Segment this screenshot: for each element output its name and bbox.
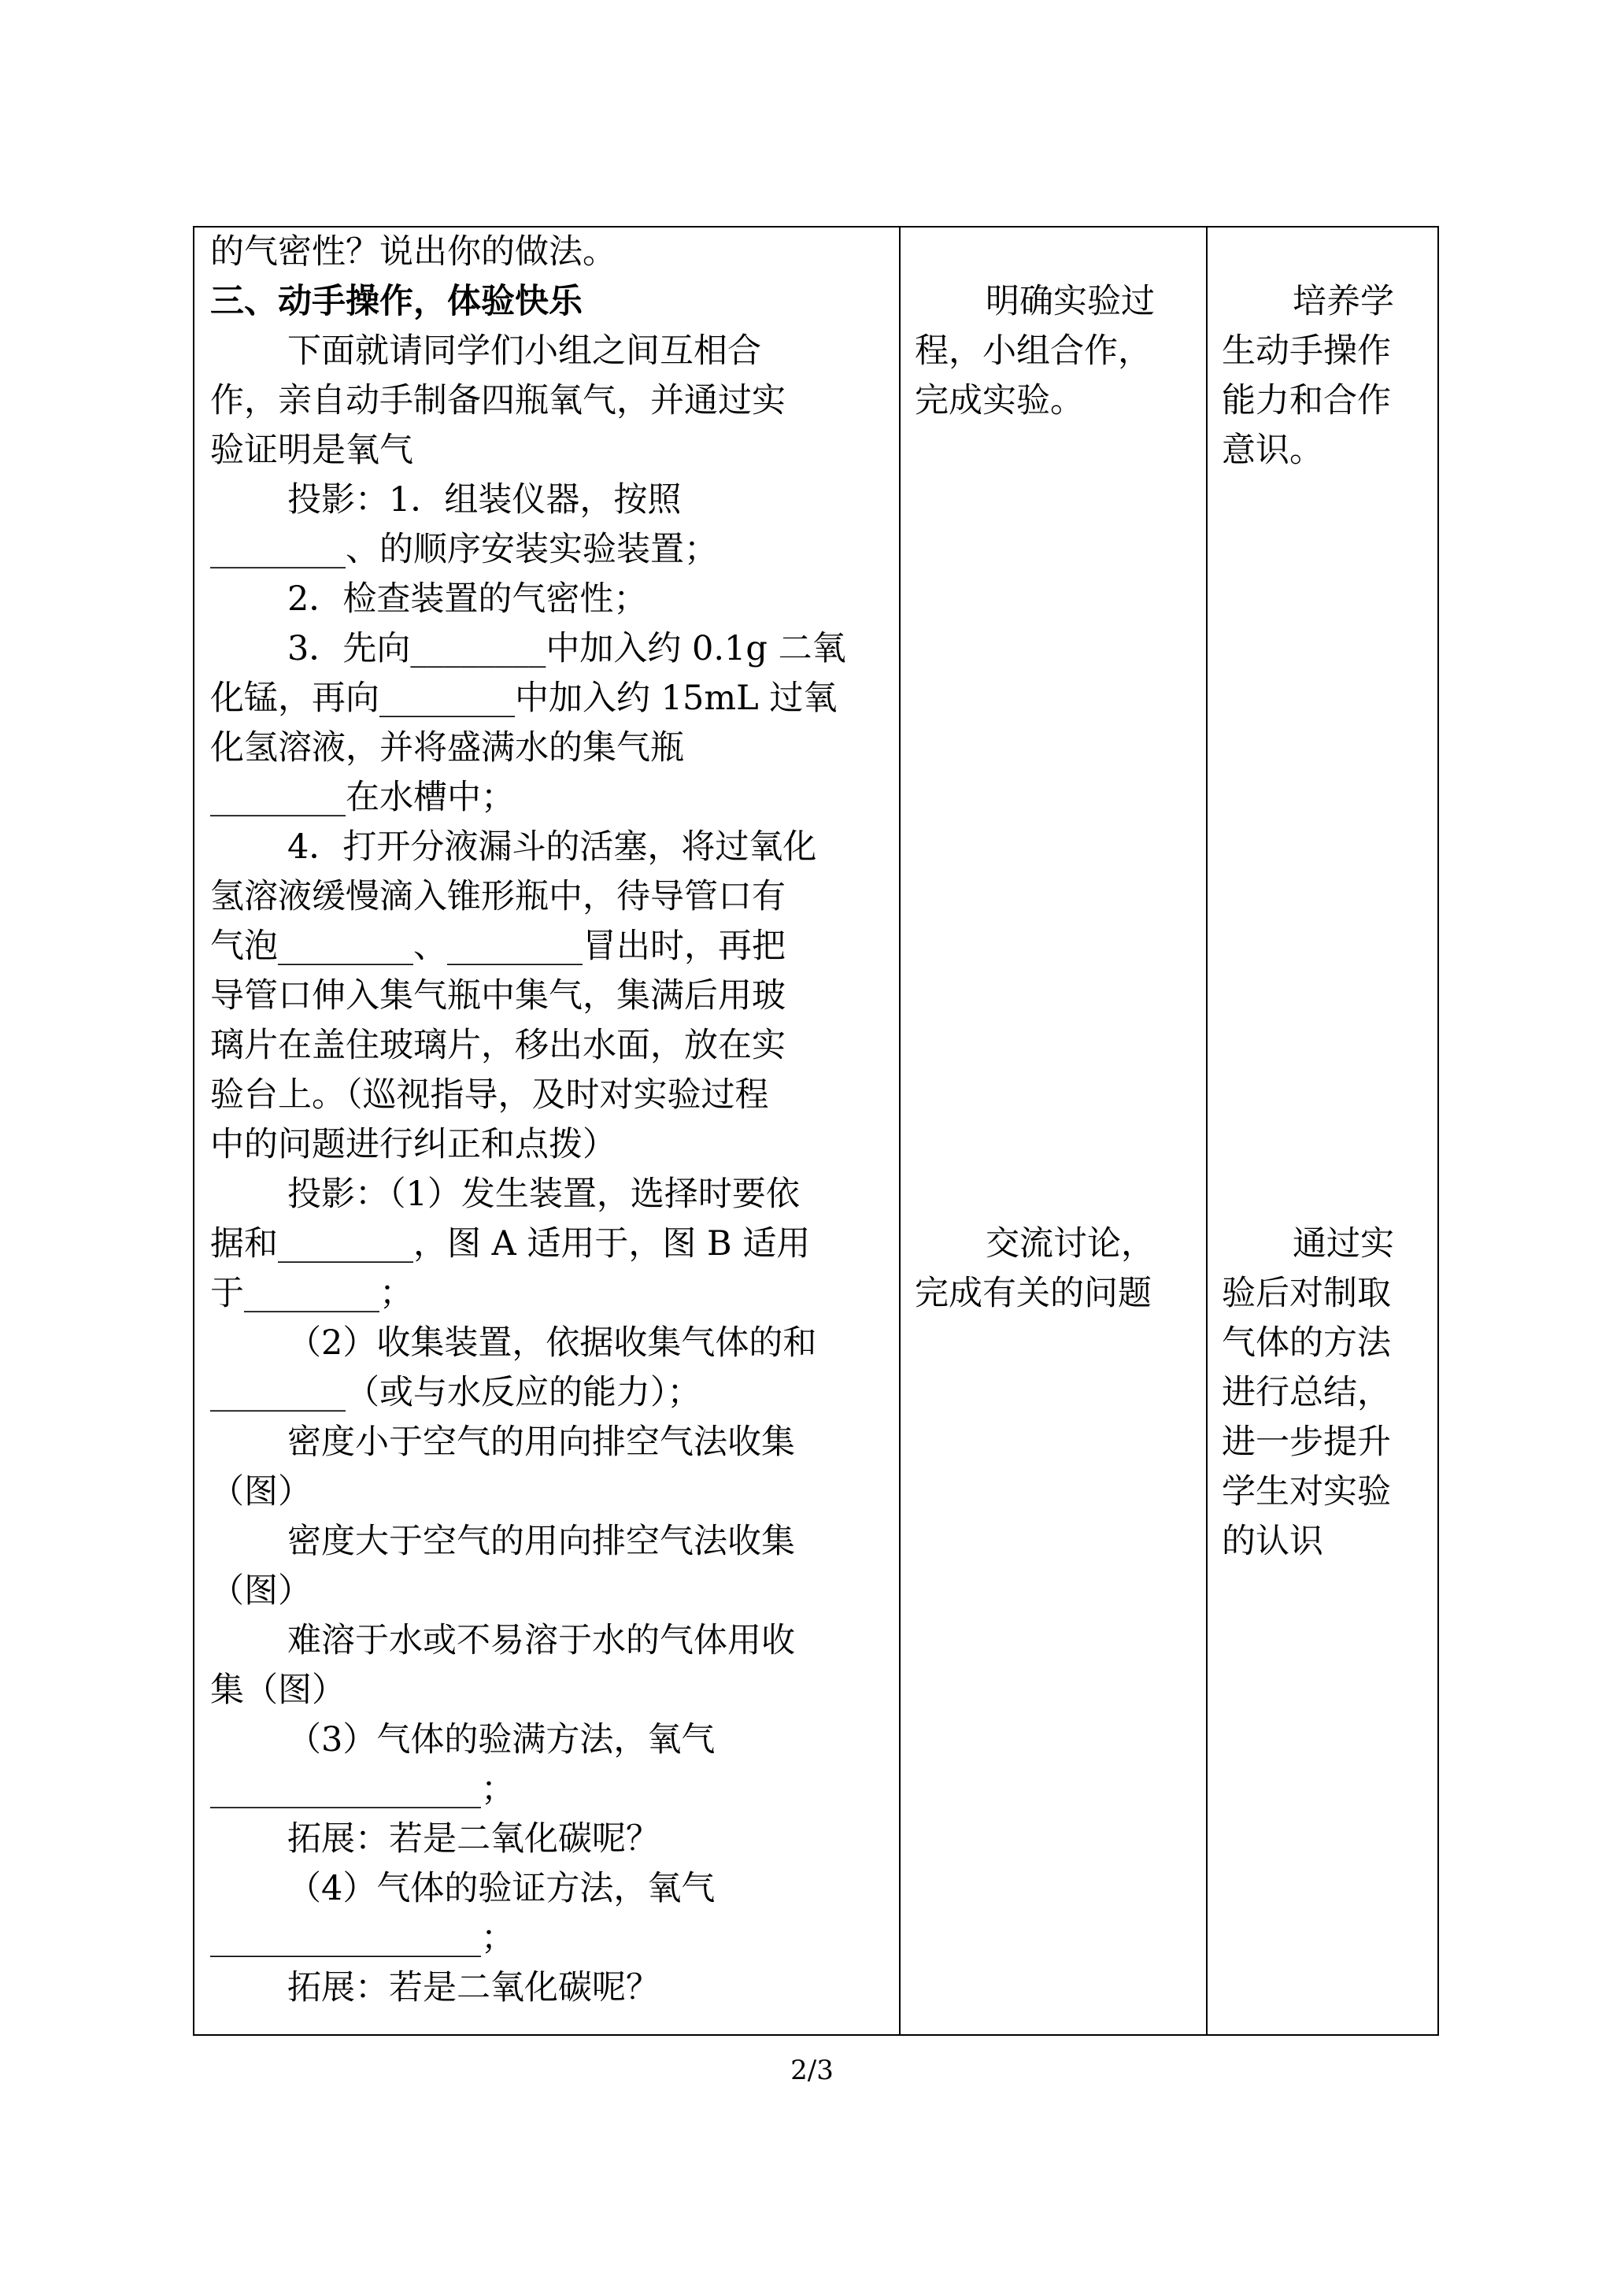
text-line: 4．打开分液漏斗的活塞，将过氧化	[287, 827, 817, 867]
text-line: 意识。	[1222, 431, 1323, 470]
text-line: 验台上。（巡视指导，及时对实验过程	[210, 1075, 769, 1115]
text-line: ________在水槽中；	[210, 778, 515, 817]
text-line: 据和________，图 A 适用于，图 B 适用	[210, 1224, 811, 1264]
text-line: ________（或与水反应的能力）；	[210, 1373, 701, 1412]
text-line: 培养学	[1293, 282, 1394, 321]
text-line: 作，亲自动手制备四瓶氧气，并通过实	[210, 381, 786, 420]
text-line: （图）	[210, 1472, 312, 1511]
teacher-activity-column	[210, 228, 887, 2013]
text-line: 的气密性？说出你的做法。	[210, 232, 616, 272]
text-line: ________________；	[210, 1918, 515, 1958]
text-line: 验证明是氧气	[210, 431, 413, 470]
text-line: 集（图）	[210, 1671, 346, 1710]
text-line: 璃片在盖住玻璃片，移出水面，放在实	[210, 1026, 786, 1065]
text-line: 投影：（1）发生装置，选择时要依	[287, 1175, 800, 1214]
text-line: 氢溶液缓慢滴入锥形瓶中，待导管口有	[210, 877, 786, 916]
text-line: 交流讨论，	[986, 1224, 1155, 1264]
text-line: ________、的顺序安装实验装置；	[210, 530, 718, 569]
column-divider-1	[899, 228, 901, 2034]
text-line: 导管口伸入集气瓶中集气，集满后用玻	[210, 976, 786, 1016]
text-line: （图）	[210, 1571, 312, 1611]
page-number: 2/3	[790, 2055, 834, 2086]
design-intent-column	[1222, 228, 1426, 1567]
text-line: 能力和合作	[1222, 381, 1391, 420]
text-line: 难溶于水或不易溶于水的气体用收	[287, 1621, 795, 1660]
text-line: 中的问题进行纠正和点拨）	[210, 1125, 616, 1164]
text-line: 程，小组合作，	[915, 331, 1152, 371]
text-line: 验后对制取	[1222, 1274, 1391, 1313]
text-line: 明确实验过	[986, 282, 1155, 321]
text-line: （4）气体的验证方法，氧气	[287, 1869, 716, 1908]
text-line: （3）气体的验满方法，氧气	[287, 1720, 716, 1759]
text-line: （2）收集装置，依据收集气体的和	[287, 1323, 817, 1363]
text-line: 通过实	[1293, 1224, 1394, 1264]
text-line: 密度小于空气的用向排空气法收集	[287, 1423, 795, 1462]
text-line: 3．先向________中加入约 0.1g 二氧	[287, 629, 846, 668]
section-heading: 三、动手操作，体验快乐	[210, 282, 583, 321]
text-line: 完成实验。	[915, 381, 1084, 420]
text-line: 生动手操作	[1222, 331, 1391, 371]
text-line: 学生对实验	[1222, 1472, 1391, 1511]
text-line: 的认识	[1222, 1522, 1323, 1561]
text-line: 于________；	[210, 1274, 413, 1313]
text-line: 进行总结，	[1222, 1373, 1391, 1412]
lesson-table	[193, 226, 1439, 2036]
column-divider-2	[1206, 228, 1208, 2034]
text-line: 密度大于空气的用向排空气法收集	[287, 1522, 795, 1561]
text-line: 进一步提升	[1222, 1423, 1391, 1462]
student-activity-column	[915, 228, 1194, 1319]
text-line: 气体的方法	[1222, 1323, 1391, 1363]
text-line: 投影：1．组装仪器，按照	[287, 480, 682, 520]
text-line: 完成有关的问题	[915, 1274, 1152, 1313]
text-line: ________________；	[210, 1770, 515, 1809]
text-line: 气泡________、________冒出时，再把	[210, 927, 786, 966]
text-line: 下面就请同学们小组之间互相合	[287, 331, 761, 371]
text-line: 化锰，再向________中加入约 15mL 过氧	[210, 679, 838, 718]
text-line: 化氢溶液，并将盛满水的集气瓶	[210, 728, 684, 768]
text-line: 拓展：若是二氧化碳呢？	[287, 1819, 660, 1859]
text-line: 2．检查装置的气密性；	[287, 579, 648, 619]
text-line: 拓展：若是二氧化碳呢？	[287, 1968, 660, 2007]
